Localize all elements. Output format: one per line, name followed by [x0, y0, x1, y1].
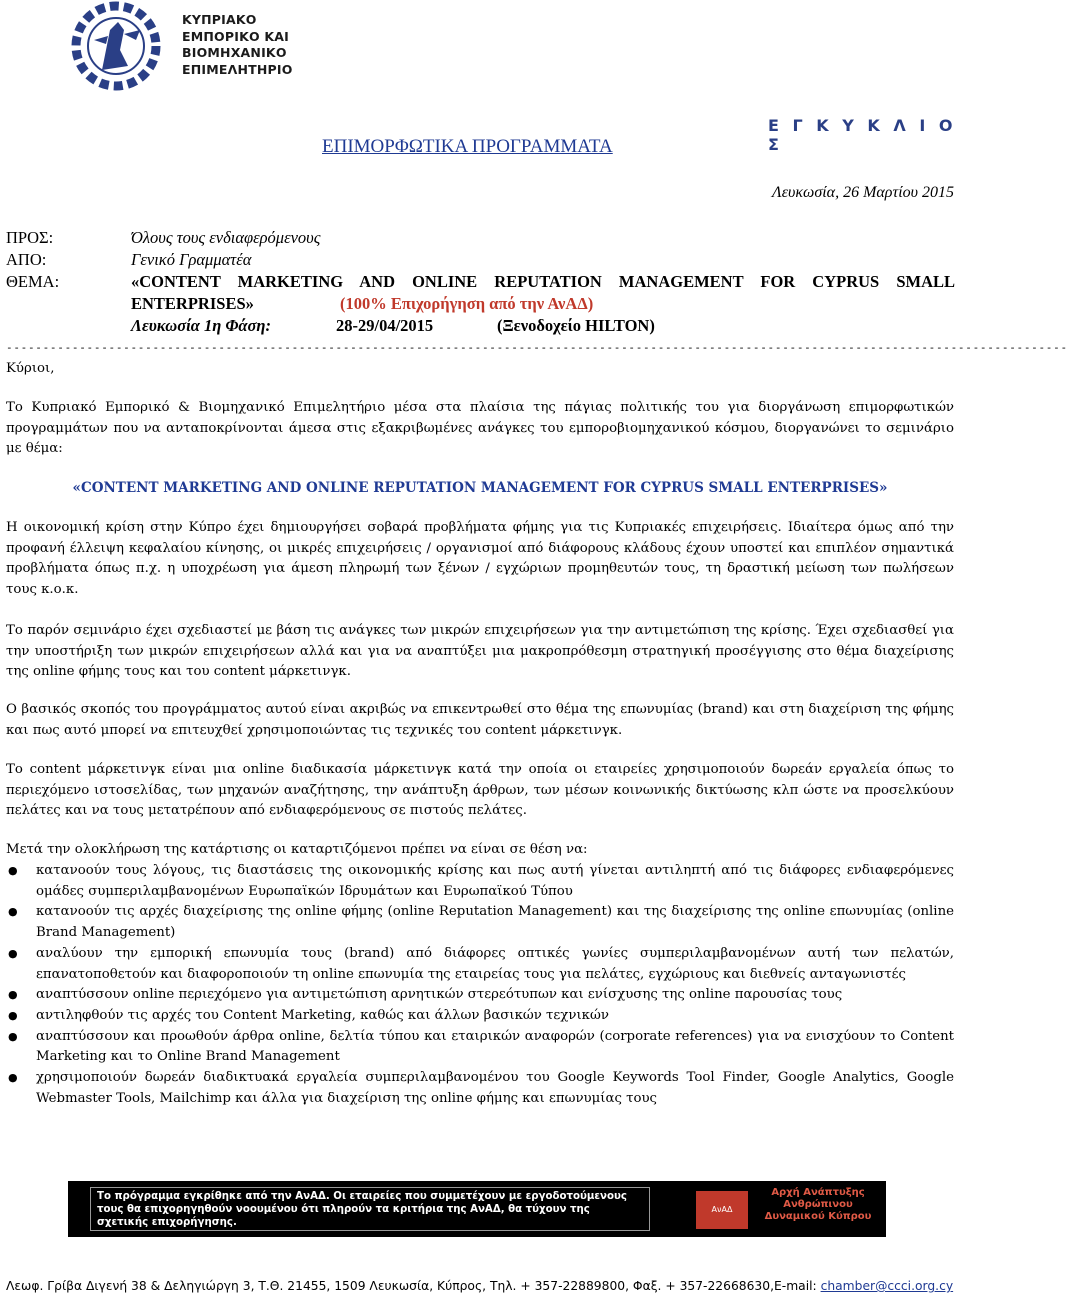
paragraph-intro: Το Κυπριακό Εμπορικό & Βιομηχανικό Επιμελητήριο μέσα στα πλαίσια της πάγιας πολιτικής του για διοργάνωση επιμορφωτικών προγραμμάτων που να ανταποκρίνονται άμεσα στις εξακριβωμένες ανάγκες του εμποροβιομηχανικού κόσμου, διοργανώνει το σεμινάριο με θέμα: [6, 400, 954, 457]
separator-line: ------------------------------------------------------------------------------------------------------------------------------------------------- [6, 341, 1068, 354]
chamber-name-line: ΚΥΠΡΙΑΚΟ [182, 12, 257, 27]
footer-email-link[interactable]: chamber@ccci.org.cy [820, 1279, 954, 1293]
seminar-venue: (Ξενοδοχείο HILTON) [497, 316, 655, 335]
funding-banner [68, 1181, 886, 1237]
footer-contact [6, 1279, 953, 1293]
subject-line-1: «CONTENT MARKETING AND ONLINE REPUTATION MANAGEMENT FOR CYPRUS SMALL [131, 272, 955, 291]
paragraph-purpose: Ο βασικός σκοπός του προγράμματος αυτού είναι ακριβώς να επικεντρωθεί στο θέμα της επωνυμίας (brand) και στη διαχείριση της φήμης και πως αυτό μπορεί να επιτευχθεί χρησιμοποιώντας τις τεχνικές του content μάρκετινγκ. [6, 702, 954, 738]
paragraph-crisis: Η οικονομική κρίση στην Κύπρο έχει δημιουργήσει σοβαρά προβλήματα φήμης για τις Κυπριακές επιχειρήσεις. Ιδιαίτερα όμως από την προφανή έλλειψη κεφαλαίου κίνησης, οι μικρές επιχειρήσεις / οργανισμοί από διάφορους κλάδους έχουν υποστεί και επιπλέον σημαντικά προβλήματα όπως π.χ. η υποχρέωση για άμεση πληρωμή των ξένων / εγχώριων προμηθευτών τους, τη δραστική μείωση των πωλήσεων τους κ.ο.κ. [6, 520, 954, 598]
list-item: ● κατανοούν τις αρχές διαχείρισης της online φήμης (online Reputation Management) και της διαχείρισης της online επωνυμίας (online Brand Management) [6, 902, 954, 943]
salutation: Κύριοι, [6, 361, 55, 376]
list-item: ● αναλύουν την εμπορική επωνυμία τους (brand) από διάφορες οπτικές γωνίες συμπεριλαμβανομένων αυτή των πελατών, επανατοποθετούν και διαφοροποιούν τη online επωνυμία της εταιρείας τους για πελάτες, εγχώριους και διεθνείς ανταγωνιστές [6, 944, 954, 985]
circular-label: Ε Γ Κ Υ Κ Λ Ι Ο Σ [768, 116, 957, 154]
subject-label: ΘΕΜΑ: [6, 272, 60, 291]
to-label: ΠΡΟΣ: [6, 228, 54, 247]
seminar-dates: 28-29/04/2015 [336, 316, 434, 335]
from-label: ΑΠΟ: [6, 250, 47, 269]
seminar-location: Λευκωσία 1η Φάση: [131, 316, 271, 335]
footer-address: Λεωφ. Γρίβα Διγενή 38 & Δεληγιώργη 3, Τ.Θ. 21455, 1509 Λευκωσία, Κύπρος, Τηλ. + 357-22889800, Φαξ. + 357-22668630,E-mail: [6, 1279, 821, 1293]
list-item: ● αντιληφθούν τις αρχές του Content Marketing, καθώς και άλλων βασικών τεχνικών [6, 1006, 954, 1027]
page-title: ΕΠΙΜΟΡΦΩΤΙΚΑ ΠΡΟΓΡΑΜΜΑΤΑ [322, 136, 613, 157]
chamber-name-line: ΕΜΠΟΡΙΚΟ ΚΑΙ [182, 28, 289, 44]
paragraph-outcomes-intro: Μετά την ολοκλήρωση της κατάρτισης οι καταρτιζόμενοι πρέπει να είναι σε θέση να: [6, 842, 588, 857]
list-item: ● αναπτύσσουν online περιεχόμενο για αντιμετώπιση αρνητικών στερεότυπων και ενίσχυσης της online παρουσίας τους [6, 985, 954, 1006]
document-date: Λευκωσία, 26 Μαρτίου 2015 [772, 184, 954, 201]
paragraph-design: Το παρόν σεμινάριο έχει σχεδιαστεί με βάση τις ανάγκες των μικρών επιχειρήσεων για την αντιμετώπιση της κρίσης. Έχει σχεδιασθεί για την υποστήριξη των μικρών επιχειρήσεων αλλά και για να αναπτύξει μια μακροπρόθεσμη στρατηγική προσέγγισης στο θέμα διαχείρισης της online φήμης τους και του content μάρκετινγκ. [6, 623, 954, 680]
to-value: Όλους τους ενδιαφερόμενους [131, 228, 321, 247]
list-item: ● κατανοούν τους λόγους, τις διαστάσεις της οικονομικής κρίσης και πως αυτή γίνεται αντιληπτή από τις διάφορες ενδιαφερόμενες ομάδες συμπεριλαμβανομένων Ευρωπαϊκών Ιδρυμάτων και Ευρωπαϊκού Τύπου [6, 861, 954, 902]
chamber-name-line: ΕΠΙΜΕΛΗΤΗΡΙΟ [182, 61, 293, 77]
seminar-title: «CONTENT MARKETING AND ONLINE REPUTATION MANAGEMENT FOR CYPRUS SMALL ENTERPRISES» [72, 480, 888, 496]
anad-name: Αρχή Ανάπτυξης Ανθρώπινου Δυναμικού Κύπρου [764, 1187, 872, 1222]
chamber-emblem-icon [58, 0, 178, 92]
chamber-name [182, 12, 293, 78]
subsidy-note: (100% Επιχορήγηση από την ΑνΑΔ) [340, 294, 594, 313]
funding-banner-text: Το πρόγραμμα εγκρίθηκε από την ΑνΑΔ. Οι εταιρείες που συμμετέχουν με εργοδοτούμενους τους θα επιχορηγηθούν νοουμένου ότι πληρούν τα κριτήρια της ΑνΑΔ, θα τύχουν της σχετικής επιχορήγησης. [90, 1187, 650, 1231]
paragraph-content-marketing: Το content μάρκετινγκ είναι μια online διαδικασία μάρκετινγκ κατά την οποία οι εταιρείες χρησιμοποιούν δωρεάν εργαλεία όπως το περιεχόμενο ιστοσελίδας, των μηχανών αναζήτησης, την ανάπτυξη άρθρων, των μέσων κοινωνικής δικτύωσης κλπ ώστε να προσελκύουν πελάτες και να τους μετατρέπουν από ενδιαφερόμενους σε πιστούς πελάτες. [6, 762, 954, 819]
list-item: ● χρησιμοποιούν δωρεάν διαδικτυακά εργαλεία συμπεριλαμβανομένου του Google Keywords Tool Finder, Google Analytics, Google Webmaster Tools, Mailchimp και άλλα για διαχείριση της online φήμης και επωνυμίας τους [6, 1068, 954, 1109]
anad-logo: ΑνΑΔ [696, 1191, 748, 1229]
from-value: Γενικό Γραμματέα [131, 250, 252, 269]
list-item: ● αναπτύσσουν και προωθούν άρθρα online, δελτία τύπου και εταιρικών αναφορών (corporate references) για να ενισχύουν το Content Marketing και το Online Brand Management [6, 1027, 954, 1068]
outcomes-list [6, 861, 954, 1109]
subject-line-2: ENTERPRISES» [131, 294, 254, 313]
chamber-name-line: ΒΙΟΜΗΧΑΝΙΚΟ [182, 45, 287, 60]
